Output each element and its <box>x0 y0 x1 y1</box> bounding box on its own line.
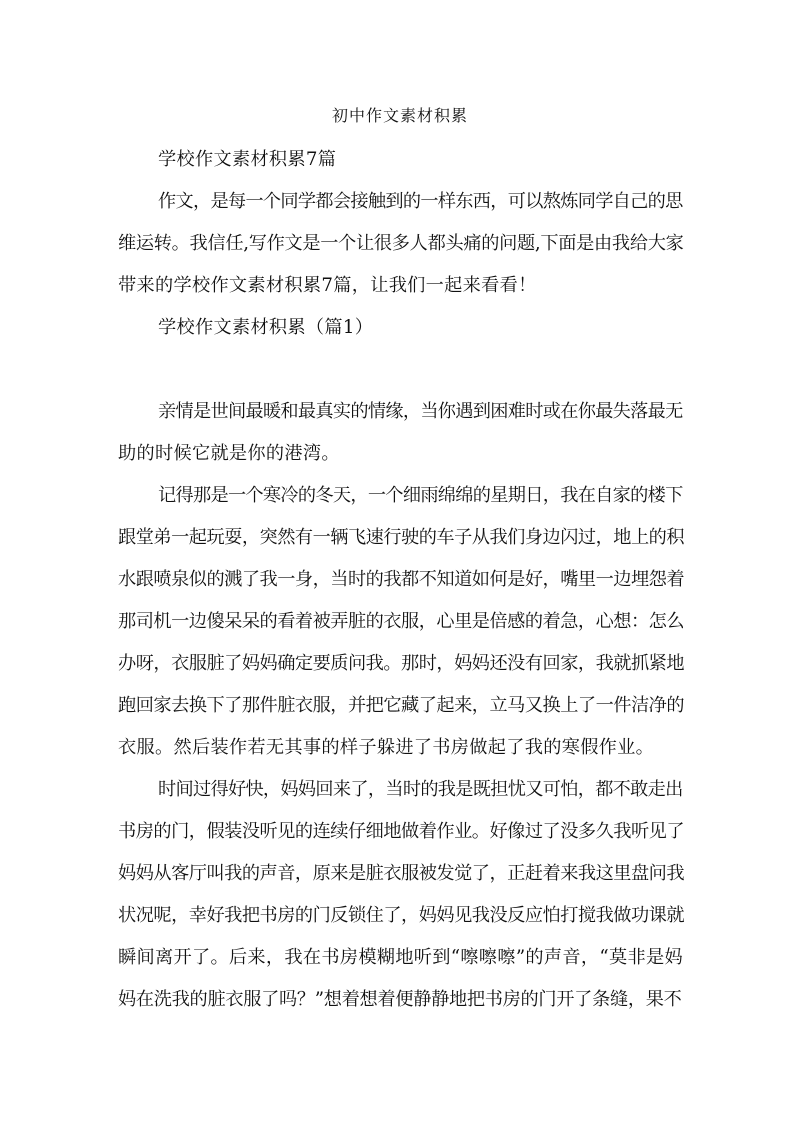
text-line: 水跟喷泉似的溅了我一身，当时的我都不知道如何是好，嘴里一边埋怨着 <box>118 569 685 590</box>
text-line: 时间过得好快，妈妈回来了，当时的我是既担忧又可怕，都不敢走出 <box>158 779 683 800</box>
text-line: 记得那是一个寒冷的冬天，一个细雨绵绵的星期日，我在自家的楼下 <box>158 485 683 506</box>
text-line: 办呀，衣服脏了妈妈确定要质问我。那时，妈妈还没有回家，我就抓紧地 <box>118 653 685 674</box>
document-title: 初中作文素材积累 <box>331 106 468 125</box>
text-line: 瞬间离开了。后来，我在书房模糊地听到“嚓嚓嚓”的声音，“莫非是妈 <box>118 947 683 968</box>
section-heading: 学校作文素材积累（篇1） <box>158 317 374 338</box>
text-line: 亲情是世间最暖和最真实的情缘，当你遇到困难时或在你最失落最无 <box>158 401 683 422</box>
text-line: 书房的门，假装没听见的连续仔细地做着作业。好像过了没多久我听见了 <box>118 821 685 842</box>
text-line: 带来的学校作文素材积累7篇，让我们一起来看看！ <box>118 275 537 296</box>
text-line: 学校作文素材积累7篇 <box>158 149 337 170</box>
text-line: 作文，是每一个同学都会接触到的一样东西，可以熬炼同学自己的思 <box>158 191 683 212</box>
text-line: 妈在洗我的脏衣服了吗？”想着想着便静静地把书房的门开了条缝，果不 <box>118 989 682 1010</box>
text-line: 跑回家去换下了那件脏衣服，并把它藏了起来，立马又换上了一件洁净的 <box>118 695 685 716</box>
text-line: 妈妈从客厅叫我的声音，原来是脏衣服被发觉了，正赶着来我这里盘问我 <box>118 863 685 884</box>
text-line: 那司机一边傻呆呆的看着被弄脏的衣服，心里是倍感的着急，心想：怎么 <box>118 611 685 632</box>
text-line: 衣服。然后装作若无其事的样子躲进了书房做起了我的寒假作业。 <box>118 737 655 758</box>
text-line: 助的时候它就是你的港湾。 <box>118 443 340 464</box>
text-line: 维运转。我信任,写作文是一个让很多人都头痛的问题,下面是由我给大家 <box>118 233 684 254</box>
text-line: 状况呢，幸好我把书房的门反锁住了，妈妈见我没反应怕打搅我做功课就 <box>118 905 685 926</box>
text-line: 跟堂弟一起玩耍，突然有一辆飞速行驶的车子从我们身边闪过，地上的积 <box>118 527 685 548</box>
